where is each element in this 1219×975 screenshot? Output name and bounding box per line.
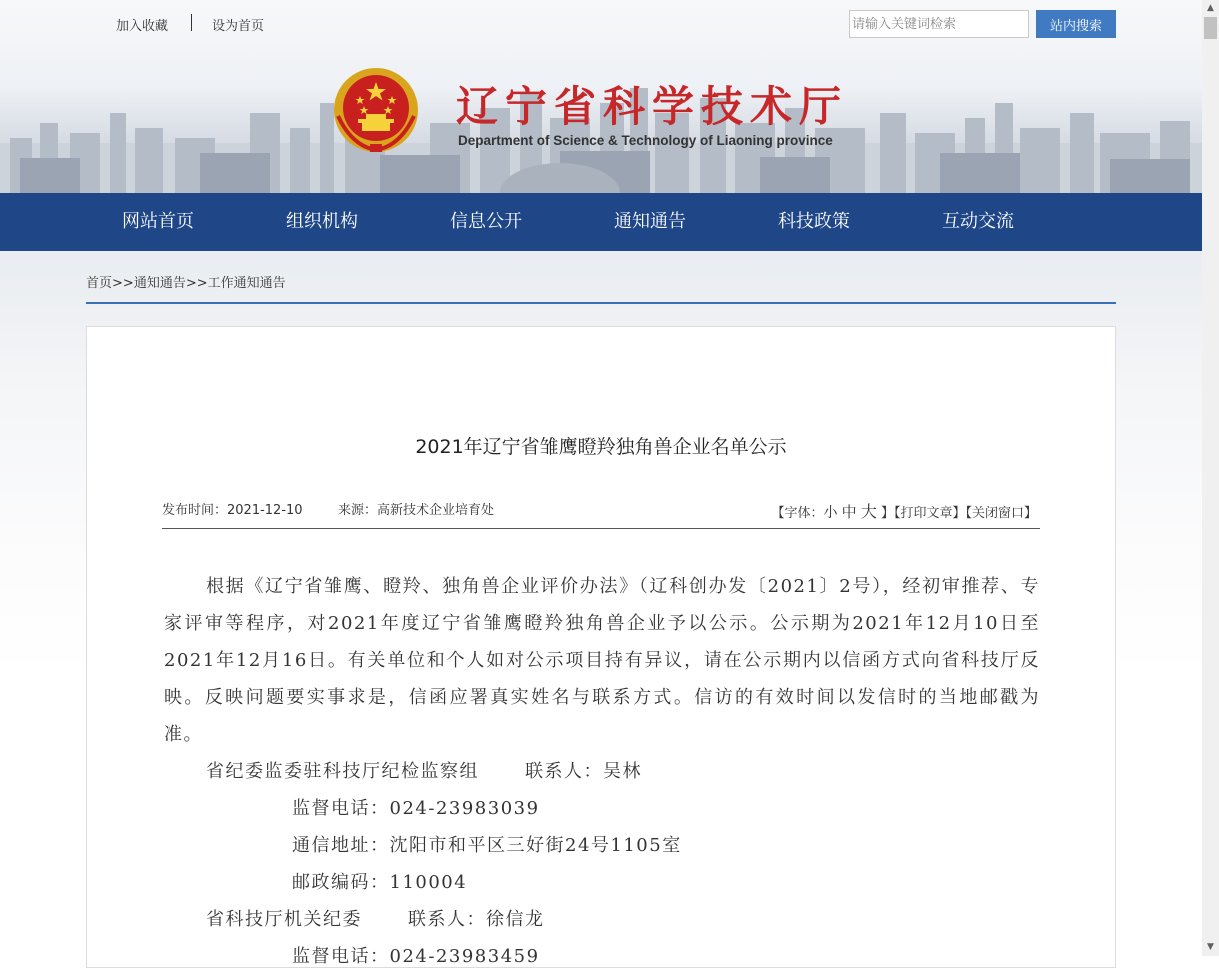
meta-divider — [162, 528, 1040, 529]
breadcrumb — [86, 272, 286, 291]
article-source: 来源：高新技术企业培育处 — [338, 503, 495, 518]
nav-item-interaction[interactable]: 互动交流 — [942, 211, 1014, 232]
contact2-phone: 监督电话：024-23983459 — [292, 946, 540, 967]
breadcrumb-work-notices[interactable]: 工作通知通告 — [207, 276, 286, 291]
contact-line — [164, 901, 1040, 938]
contact1-org: 省纪委监委驻科技厅纪检监察组 — [206, 761, 479, 782]
article-tools — [772, 499, 1038, 522]
contact1-phone: 监督电话：024-23983039 — [292, 798, 540, 819]
publish-time: 发布时间：2021-12-10 — [162, 503, 303, 518]
breadcrumb-separator: >> — [185, 276, 208, 291]
font-medium-link[interactable]: 中 — [841, 503, 857, 521]
nav-item-home[interactable]: 网站首页 — [122, 211, 194, 232]
contact1-person: 联系人：吴林 — [525, 761, 642, 782]
breadcrumb-separator: >> — [112, 276, 134, 291]
toplink-divider — [191, 14, 192, 31]
article-content — [164, 568, 1040, 975]
breadcrumb-notices[interactable]: 通知通告 — [133, 276, 186, 291]
scroll-down-arrow-icon[interactable]: ▼ — [1207, 942, 1214, 952]
nav-item-notices[interactable]: 通知通告 — [614, 211, 686, 232]
font-size-end: 】 — [876, 506, 894, 521]
scroll-up-arrow-icon[interactable]: ▲ — [1207, 3, 1214, 13]
font-size-label: 【字体： — [771, 506, 824, 521]
nav-item-organization[interactable]: 组织机构 — [286, 211, 358, 232]
contact2-org: 省科技厅机关纪委 — [206, 909, 362, 930]
article-paragraph: 根据《辽宁省雏鹰、瞪羚、独角兽企业评价办法》（辽科创办发〔2021〕2号），经初审推荐、专家评审等程序，对2021年度辽宁省雏鹰瞪羚独角兽企业予以公示。公示期为2021年12月10日至2021年12月16日。有关单位和个人如对公示项目持有异议，请在公示期内以信函方式向省科技厅反映。反映问题要实事求是，信函应署真实姓名与联系方式。信访的有效时间以发信时的当地邮戳为准。 — [164, 576, 1040, 745]
nav-item-policies[interactable]: 科技政策 — [778, 211, 850, 232]
breadcrumb-home[interactable]: 首页 — [86, 276, 113, 291]
contact1-address: 通信地址：沈阳市和平区三好街24号1105室 — [292, 835, 682, 856]
main-nav — [0, 193, 1202, 251]
contact1-postcode: 邮政编码：110004 — [292, 872, 468, 893]
close-window-link[interactable]: 【关闭窗口】 — [965, 506, 1037, 521]
set-homepage-link[interactable]: 设为首页 — [212, 19, 265, 34]
font-large-link[interactable]: 大 — [860, 502, 877, 521]
search-input[interactable] — [849, 10, 1029, 38]
search-button[interactable]: 站内搜索 — [1036, 10, 1116, 38]
site-subtitle: Department of Science & Technology of Liaoning province — [458, 133, 833, 148]
article-title: 2021年辽宁省雏鹰瞪羚独角兽企业名单公示 — [415, 436, 787, 458]
scroll-thumb[interactable] — [1204, 17, 1217, 39]
font-small-link[interactable]: 小 — [823, 505, 838, 521]
vertical-scrollbar[interactable] — [1202, 0, 1219, 956]
contact-line — [164, 753, 1040, 790]
breadcrumb-divider — [86, 302, 1116, 304]
print-article-link[interactable]: 【打印文章】 — [893, 506, 966, 521]
add-favorite-link[interactable]: 加入收藏 — [116, 19, 169, 34]
site-title: 辽宁省科学技术厅 — [456, 82, 849, 131]
contact2-person: 联系人：徐信龙 — [408, 909, 545, 930]
nav-item-info-disclosure[interactable]: 信息公开 — [450, 211, 522, 232]
site-header — [0, 0, 1202, 193]
national-emblem-icon — [332, 66, 420, 154]
